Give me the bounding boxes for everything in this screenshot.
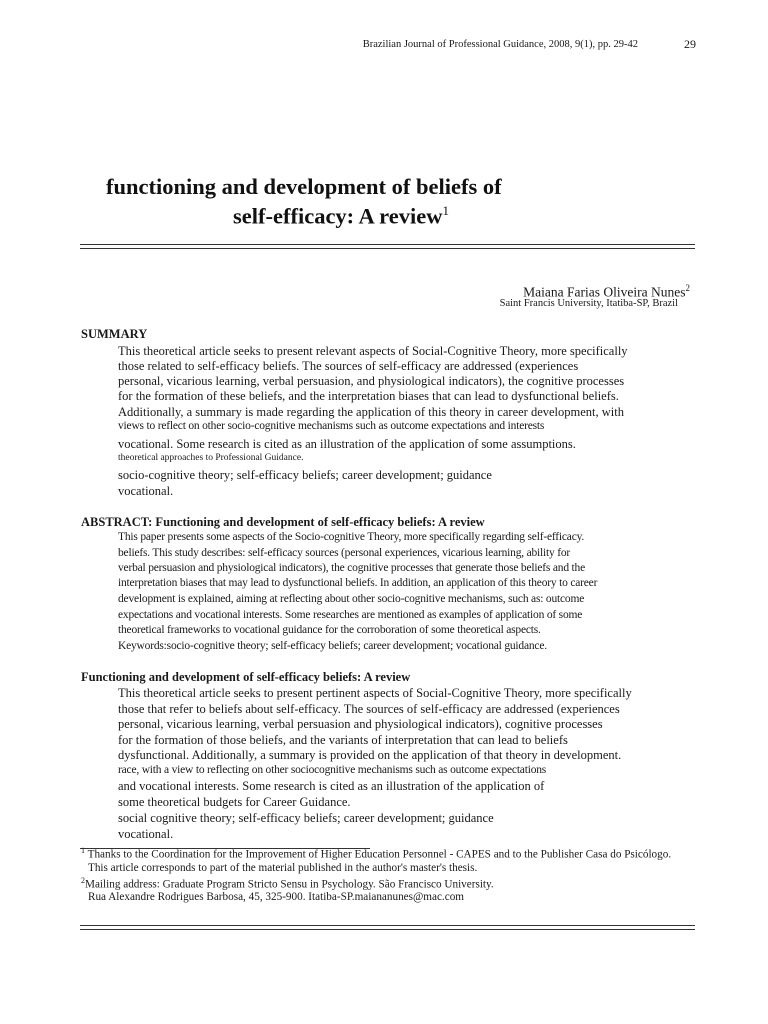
summary-keywords-line: vocational.	[118, 484, 174, 498]
review-line: for the formation of those beliefs, and the variants of interpretation that can lead to beliefs	[118, 733, 568, 747]
running-header: Brazilian Journal of Professional Guidance, 2008, 9(1), pp. 29-42	[362, 39, 638, 50]
article-title-line-2	[233, 203, 768, 230]
bottom-rule-top	[80, 925, 695, 926]
abstract-keywords: Keywords:socio-cognitive theory; self-efficacy beliefs; career development; vocational guidance.	[118, 640, 547, 652]
abstract-line: development is explained, aiming at reflecting about other socio-cognitive mechanisms, such as: outcome	[118, 593, 585, 605]
footnote-1-text: Thanks to the Coordination for the Improvement of Higher Education Personnel - CAPES and to the Publisher Casa do Psicólogo.	[87, 848, 672, 861]
summary-line: This theoretical article seeks to present relevant aspects of Social-Cognitive Theory, more specifically	[118, 344, 628, 358]
abstract-line: verbal persuasion and physiological indicators), the cognitive processes that generate those beliefs and the	[118, 562, 585, 574]
bottom-rule-bottom	[80, 929, 695, 930]
review-line: those that refer to beliefs about self-efficacy. The sources of self-efficacy are addressed (experiences	[118, 702, 620, 716]
summary-line: views to reflect on other socio-cognitive mechanisms such as outcome expectations and interests	[118, 420, 545, 432]
review-line: and vocational interests. Some research is cited as an illustration of the application of	[118, 779, 545, 793]
review-line: dysfunctional. Additionally, a summary is provided on the application of that theory in development.	[118, 748, 622, 762]
review-keywords-line: vocational.	[118, 827, 174, 841]
review-line: personal, vicarious learning, verbal persuasion and physiological indicators), cognitive processes	[118, 717, 603, 731]
author-affiliation: Saint Francis University, Itatiba-SP, Brazil	[499, 298, 678, 309]
summary-line: Additionally, a summary is made regarding the application of this theory in career development, with	[118, 405, 624, 419]
author-name-text: Maiana Farias Oliveira Nunes	[523, 284, 686, 300]
author-footnote-mark: 2	[685, 283, 690, 293]
review-line: some theoretical budgets for Career Guidance.	[118, 795, 351, 809]
review-line: race, with a view to reflecting on other sociocognitive mechanisms such as outcome expectations	[118, 764, 547, 776]
review-heading: Functioning and development of self-efficacy beliefs: A review	[81, 670, 411, 684]
page-number: 29	[684, 37, 696, 51]
footnote-1-continued: This article corresponds to part of the material published in the author's master's thesis.	[88, 862, 478, 874]
abstract-heading: ABSTRACT: Functioning and development of self-efficacy beliefs: A review	[81, 515, 485, 529]
abstract-line: beliefs. This study describes: self-efficacy sources (personal experiences, vicarious learning, ability for	[118, 547, 571, 559]
review-keywords-line: social cognitive theory; self-efficacy beliefs; career development; guidance	[118, 811, 494, 825]
summary-line: those related to self-efficacy beliefs. The sources of self-efficacy are addressed (experiences	[118, 359, 579, 373]
review-line: This theoretical article seeks to present pertinent aspects of Social-Cognitive Theory, more specifically	[118, 686, 632, 700]
footnote-2-address: Rua Alexandre Rodrigues Barbosa, 45, 325-900. Itatiba-SP.maiananunes@mac.com	[88, 891, 464, 903]
title-text: self-efficacy: A review	[233, 203, 443, 229]
footnote-2-text: Mailing address: Graduate Program Stricto Sensu in Psychology. São Francisco University.	[85, 878, 494, 891]
title-rule-top	[80, 244, 695, 245]
abstract-line: theoretical frameworks to vocational guidance for the corroboration of some theoretical aspects.	[118, 624, 541, 636]
footnote-2-mark: 2	[81, 876, 85, 885]
abstract-line: This paper presents some aspects of the Socio-cognitive Theory, more specifically regarding self-efficacy.	[118, 531, 585, 543]
footnote-1-mark: 1	[81, 846, 85, 855]
summary-line: personal, vicarious learning, verbal persuasion, and physiological indicators), the cognitive processes	[118, 374, 625, 388]
summary-heading: SUMMARY	[81, 327, 148, 341]
abstract-line: interpretation biases that may lead to dysfunctional beliefs. In addition, an application of this theory to career	[118, 577, 598, 589]
article-title-line-1: functioning and development of beliefs of	[106, 174, 502, 199]
abstract-line: expectations and vocational interests. Some researches are mentioned as examples of application of some	[118, 609, 583, 621]
summary-line: for the formation of these beliefs, and the interpretation biases that can lead to dysfunctional beliefs.	[118, 389, 619, 403]
summary-keywords-line: socio-cognitive theory; self-efficacy beliefs; career development; guidance	[118, 468, 492, 482]
summary-line: theoretical approaches to Professional Guidance.	[118, 453, 304, 463]
title-footnote-mark: 1	[442, 203, 449, 218]
title-rule-bottom	[80, 248, 695, 249]
footnote-1	[81, 846, 671, 861]
footnote-2	[81, 876, 494, 891]
summary-line: vocational. Some research is cited as an illustration of the application of some assumptions.	[118, 437, 576, 451]
